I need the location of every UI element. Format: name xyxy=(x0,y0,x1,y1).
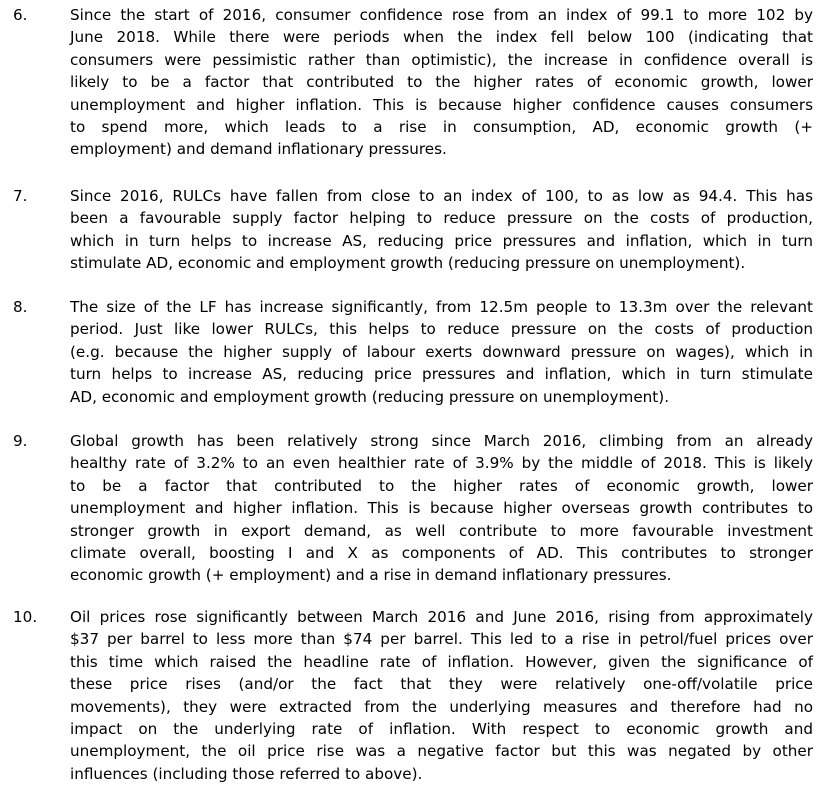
paragraph-line: likely to be a factor that contributed to the higher rates of economic growth, lower xyxy=(70,73,813,92)
item-paragraph xyxy=(70,430,813,587)
paragraph-line: stronger growth in export demand, as well contribute to more favourable investment xyxy=(70,521,813,540)
paragraph-line: which in turn helps to increase AS, reducing price pressures and inflation, which in turn xyxy=(70,231,813,250)
paragraph-line: movements), they were extracted from the underlying measures and therefore had no xyxy=(70,697,813,716)
item-number: 7. xyxy=(13,187,28,205)
paragraph-line: (e.g. because the higher supply of labour exerts downward pressure on wages), which in xyxy=(70,342,813,361)
paragraph-line: stimulate AD, economic and employment growth (reducing pressure on unemployment). xyxy=(70,254,746,273)
paragraph-line: $37 per barrel to less more than $74 per barrel. This led to a rise in petrol/fuel prices over xyxy=(70,630,813,649)
paragraph-line: to be a factor that contributed to the higher rates of economic growth, lower xyxy=(70,476,813,495)
item-number: 10. xyxy=(13,608,38,626)
paragraph-line: Global growth has been relatively strong since March 2016, climbing from an already xyxy=(70,432,813,450)
paragraph-line: unemployment, the oil price rise was a negative factor but this was negated by other xyxy=(70,742,813,761)
paragraph-line: this time which raised the headline rate of inflation. However, given the significance of xyxy=(70,652,813,671)
paragraph-line: healthy rate of 3.2% to an even healthier rate of 3.9% by the middle of 2018. This is likely xyxy=(70,454,813,473)
paragraph-line: June 2018. While there were periods when the index fell below 100 (indicating that xyxy=(70,28,813,47)
paragraph-line: The size of the LF has increase significantly, from 12.5m people to 13.3m over the relevant xyxy=(70,298,813,316)
paragraph-line: climate overall, boosting I and X as components of AD. This contributes to stronger xyxy=(70,543,813,562)
paragraph-line: influences (including those referred to above). xyxy=(70,764,423,783)
paragraph-line: employment) and demand inflationary pressures. xyxy=(70,140,447,159)
paragraph-line: unemployment and higher inflation. This is because higher confidence causes consumers xyxy=(70,95,813,114)
paragraph-line: been a favourable supply factor helping to reduce pressure on the costs of production, xyxy=(70,209,813,228)
paragraph-line: turn helps to increase AS, reducing price pressures and inflation, which in turn stimulate xyxy=(70,365,813,384)
item-paragraph xyxy=(70,606,813,785)
paragraph-line: AD, economic and employment growth (reducing pressure on unemployment). xyxy=(70,387,670,406)
paragraph-line: Oil prices rose significantly between March 2016 and June 2016, rising from approximately xyxy=(70,608,813,626)
paragraph-line: economic growth (+ employment) and a rise in demand inflationary pressures. xyxy=(70,566,672,585)
paragraph-line: period. Just like lower RULCs, this helps to reduce pressure on the costs of production xyxy=(70,320,813,339)
item-paragraph xyxy=(70,185,813,275)
paragraph-line: to spend more, which leads to a rise in consumption, AD, economic growth (+ xyxy=(70,117,813,136)
item-number: 8. xyxy=(13,298,28,316)
paragraph-line: Since the start of 2016, consumer confidence rose from an index of 99.1 to more 102 by xyxy=(70,6,813,24)
item-paragraph xyxy=(70,296,813,408)
item-number: 6. xyxy=(13,6,28,24)
item-number: 9. xyxy=(13,432,28,450)
paragraph-line: consumers were pessimistic rather than optimistic), the increase in confidence overall is xyxy=(70,50,813,69)
paragraph-line: these price rises (and/or the fact that they were relatively one-off/volatile price xyxy=(70,675,813,694)
item-paragraph xyxy=(70,4,813,161)
paragraph-line: Since 2016, RULCs have fallen from close to an index of 100, to as low as 94.4. This has xyxy=(70,187,813,205)
paragraph-line: impact on the underlying rate of inflation. With respect to economic growth and xyxy=(70,719,813,738)
paragraph-line: unemployment and higher inflation. This is because higher overseas growth contributes to xyxy=(70,499,813,518)
